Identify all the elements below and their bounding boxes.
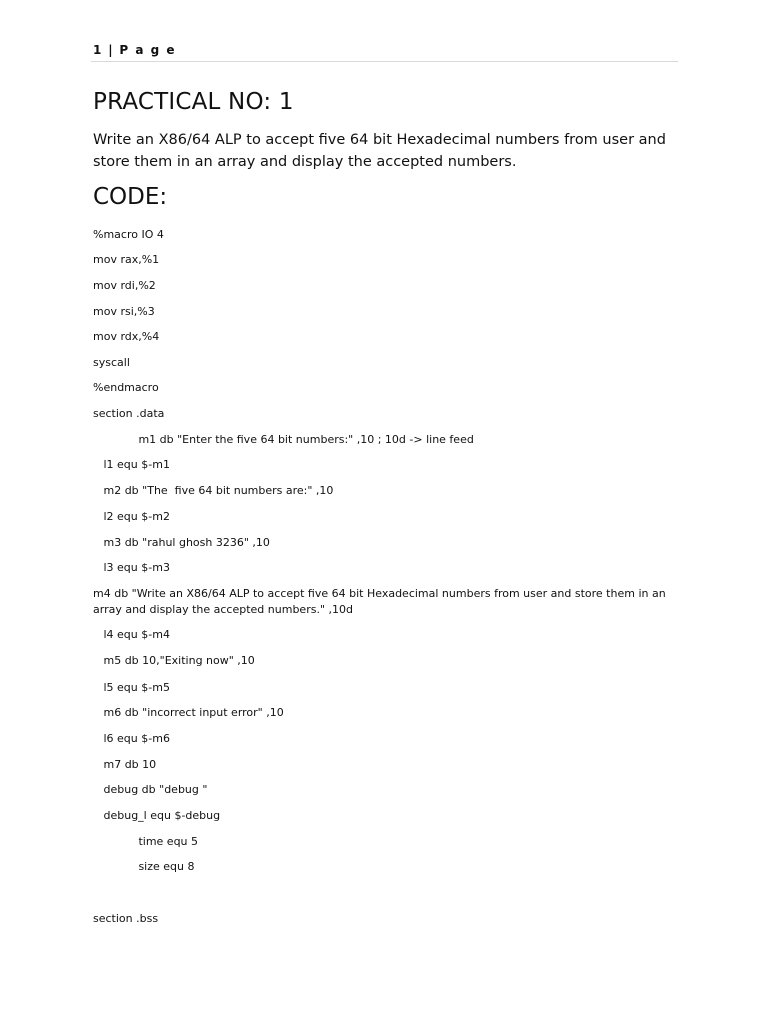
code-line: debug_l equ $-debug bbox=[93, 809, 221, 822]
code-line: size equ 8 bbox=[93, 860, 195, 873]
code-line: m2 db "The five 64 bit numbers are:" ,10 bbox=[93, 484, 334, 497]
code-line: syscall bbox=[93, 356, 130, 369]
page-label: P a g e bbox=[119, 43, 177, 57]
code-line: l3 equ $-m3 bbox=[93, 561, 170, 574]
code-line: time equ 5 bbox=[93, 835, 199, 848]
code-line: mov rax,%1 bbox=[93, 253, 160, 266]
code-line: mov rdi,%2 bbox=[93, 279, 156, 292]
code-line: m7 db 10 bbox=[93, 758, 157, 771]
header-divider bbox=[91, 61, 678, 62]
code-line: section .bss bbox=[93, 912, 159, 925]
code-line: section .data bbox=[93, 407, 165, 420]
practical-description: Write an X86/64 ALP to accept five 64 bit Hexadecimal numbers from user and store them in an array and display the accepted numbers. bbox=[93, 132, 666, 170]
code-line: l5 equ $-m5 bbox=[93, 681, 170, 694]
code-line: m6 db "incorrect input error" ,10 bbox=[93, 706, 284, 719]
code-line: debug db "debug " bbox=[93, 783, 208, 796]
code-line: m5 db 10,"Exiting now" ,10 bbox=[93, 654, 255, 667]
code-heading: CODE: bbox=[93, 184, 168, 210]
code-line: l2 equ $-m2 bbox=[93, 510, 170, 523]
code-line: m1 db "Enter the five 64 bit numbers:" ,10 ; 10d -> line feed bbox=[93, 433, 474, 446]
practical-title: PRACTICAL NO: 1 bbox=[93, 89, 294, 115]
page-number: 1 bbox=[93, 43, 103, 57]
code-line: %endmacro bbox=[93, 381, 159, 394]
code-line: %macro IO 4 bbox=[93, 228, 164, 241]
code-line: m3 db "rahul ghosh 3236" ,10 bbox=[93, 536, 270, 549]
code-line: l4 equ $-m4 bbox=[93, 628, 170, 641]
page-separator: | bbox=[108, 43, 115, 57]
code-line: l6 equ $-m6 bbox=[93, 732, 170, 745]
code-line: mov rdx,%4 bbox=[93, 330, 160, 343]
code-line: m4 db "Write an X86/64 ALP to accept five 64 bit Hexadecimal numbers from user and store them in an array and display the accepted numbers." ,10d bbox=[93, 587, 666, 616]
code-line: l1 equ $-m1 bbox=[93, 458, 170, 471]
page-header bbox=[93, 43, 678, 61]
code-line: mov rsi,%3 bbox=[93, 305, 155, 318]
